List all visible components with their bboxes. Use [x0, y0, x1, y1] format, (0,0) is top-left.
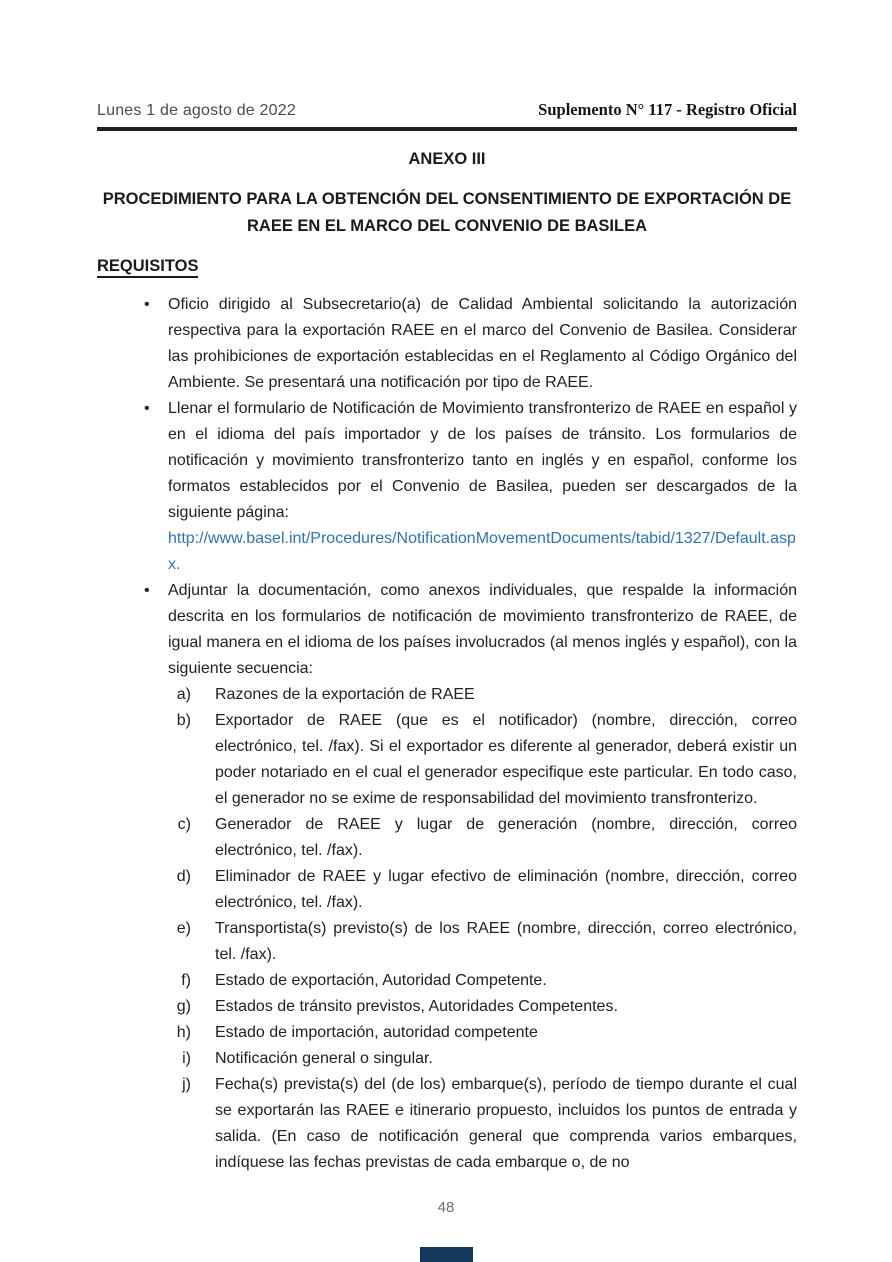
requirement-formulario — [97, 396, 797, 578]
sub-item-g-text: Estados de tránsito previstos, Autoridades Competentes. — [215, 998, 618, 1015]
requirement-adjuntar-text: Adjuntar la documentación, como anexos individuales, que respalde la información descrita en los formularios de notificación de movimiento transfronterizo de RAEE, de igual manera en el idioma de los países involucrados (al menos inglés y español), con la siguiente secuencia: — [168, 582, 797, 677]
sub-item-e — [97, 916, 797, 968]
sub-item-f-label: f) — [181, 972, 191, 989]
requirement-formulario-text: Llenar el formulario de Notificación de Movimiento transfronterizo de RAEE en español y en el idioma del país importador y de los países de tránsito. Los formularios de notificación y movimiento transfronterizo tanto en inglés y en español, conforme los formatos establecidos por el Convenio de Basilea, pueden ser descargados de la siguiente página: — [168, 400, 797, 521]
requirement-adjuntar — [97, 578, 797, 682]
sub-item-d-label: d) — [176, 868, 191, 885]
section-heading-label: REQUISITOS — [97, 257, 198, 278]
sub-item-j-text: Fecha(s) prevista(s) del (de los) embarque(s), período de tiempo durante el cual se exportarán las RAEE e itinerario propuesto, incluidos los puntos de entrada y salida. (En caso de notificación general que comprenda varios embarques, indíquese las fechas previstas de cada embarque o, de no — [215, 1076, 797, 1171]
bullet-icon: • — [144, 582, 150, 599]
page-number: 48 — [437, 1199, 455, 1216]
sub-item-d — [97, 864, 797, 916]
bullet-icon: • — [144, 400, 150, 417]
sub-item-i — [97, 1046, 797, 1072]
basel-convention-link[interactable]: http://www.basel.int/Procedures/NotificationMovementDocuments/tabid/1327/Default.aspx. — [168, 530, 796, 573]
document-body — [97, 146, 797, 1176]
sub-item-f — [97, 968, 797, 994]
sub-item-j — [97, 1072, 797, 1176]
header-rule — [97, 127, 797, 131]
sub-item-g — [97, 994, 797, 1020]
sub-item-e-label: e) — [176, 920, 191, 937]
annex-title: ANEXO III — [408, 150, 486, 168]
sub-item-b-label: b) — [176, 712, 191, 729]
sub-item-j-label: j) — [182, 1076, 191, 1093]
document-title — [97, 186, 797, 240]
sub-item-a-text: Razones de la exportación de RAEE — [215, 686, 475, 703]
page-header — [97, 100, 797, 120]
requirement-oficio — [97, 292, 797, 396]
sub-item-c-text: Generador de RAEE y lugar de generación (nombre, dirección, correo electrónico, tel. /fax). — [215, 816, 797, 859]
sub-item-h — [97, 1020, 797, 1046]
sub-item-e-text: Transportista(s) previsto(s) de los RAEE (nombre, dirección, correo electrónico, tel. /fax). — [215, 920, 797, 963]
header-date: Lunes 1 de agosto de 2022 — [97, 102, 296, 119]
sub-item-b — [97, 708, 797, 812]
sub-item-a-label: a) — [176, 686, 191, 703]
sub-item-g-label: g) — [176, 998, 191, 1015]
sub-item-c — [97, 812, 797, 864]
footer-accent-bar — [420, 1247, 473, 1262]
requirement-oficio-text: Oficio dirigido al Subsecretario(a) de Calidad Ambiental solicitando la autorización respectiva para la exportación RAEE en el marco del Convenio de Basilea. Considerar las prohibiciones de exportación establecidas en el Reglamento al Código Orgánico del Ambiente. Se presentará una notificación por tipo de RAEE. — [168, 296, 797, 391]
sub-item-c-label: c) — [177, 816, 191, 833]
requirements-list — [97, 292, 797, 1176]
bullet-icon: • — [144, 296, 150, 313]
sub-item-b-text: Exportador de RAEE (que es el notificador) (nombre, dirección, correo electrónico, tel. /fax). Si el exportador es diferente al generador, deberá existir un poder notariado en el cual el generador especifique este particular. En todo caso, el generador no se exime de responsabilidad del movimiento transfronterizo. — [215, 712, 797, 807]
document-title-line-1: PROCEDIMIENTO PARA LA OBTENCIÓN DEL CONSENTIMIENTO DE EXPORTACIÓN DE — [102, 190, 792, 208]
sub-item-i-text: Notificación general o singular. — [215, 1050, 433, 1067]
section-heading — [97, 253, 797, 279]
sub-item-h-label: h) — [176, 1024, 191, 1041]
header-edition: Suplemento N° 117 - Registro Oficial — [538, 100, 797, 119]
document-title-line-2: RAEE EN EL MARCO DEL CONVENIO DE BASILEA — [246, 217, 648, 235]
sub-item-a — [97, 682, 797, 708]
sub-item-d-text: Eliminador de RAEE y lugar efectivo de eliminación (nombre, dirección, correo electrónico, tel. /fax). — [215, 868, 797, 911]
sub-item-f-text: Estado de exportación, Autoridad Competente. — [215, 972, 547, 989]
sub-item-h-text: Estado de importación, autoridad competente — [215, 1024, 538, 1041]
sub-item-i-label: i) — [182, 1050, 191, 1067]
